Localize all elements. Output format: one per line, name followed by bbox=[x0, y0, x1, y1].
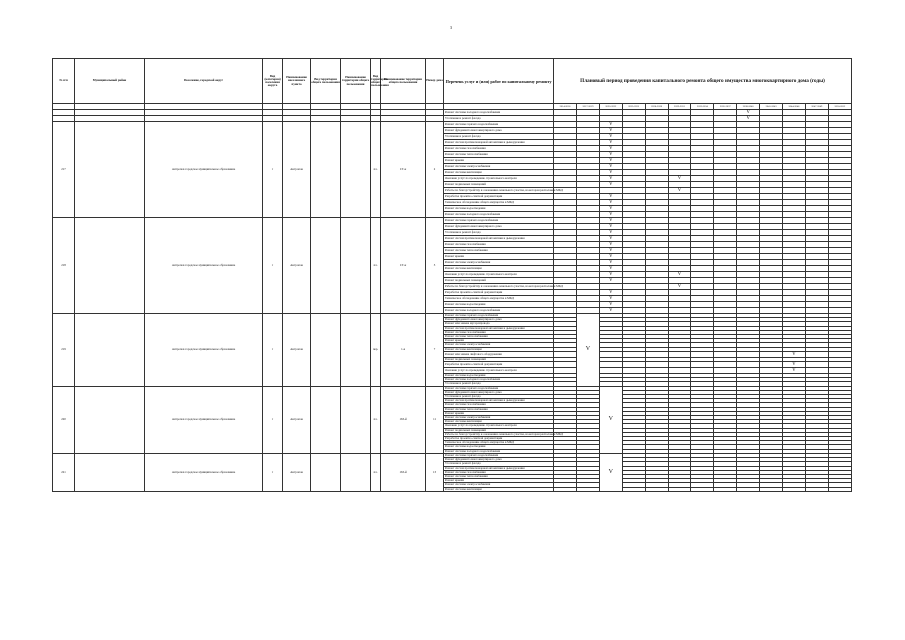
house-number-index: 220 bbox=[53, 386, 75, 453]
header-period: Плановый период проведения капитального ремонта общего имущества многоквартирного дома (годы) bbox=[554, 59, 852, 104]
work-item: Ремонт подвальных помещений bbox=[444, 357, 554, 361]
year-mark: V bbox=[599, 158, 622, 164]
year-mark: V bbox=[599, 296, 622, 302]
work-item: Ремонт системы вентиляции bbox=[444, 420, 554, 424]
work-item: Ремонт системы водоотведения bbox=[444, 445, 554, 449]
work-item: Утепление и ремонт фасада bbox=[444, 134, 554, 140]
work-item: Разработка проектно-сметной документации bbox=[444, 290, 554, 296]
work-item: Разработка проектно-сметной документации bbox=[444, 362, 554, 368]
year-cell bbox=[645, 487, 668, 491]
work-item: Утепление и ремонт фасада bbox=[444, 116, 554, 122]
settlement-type-cell: г bbox=[263, 314, 283, 387]
settlement-type-cell: г bbox=[263, 218, 283, 314]
territory-name-cell bbox=[341, 122, 371, 218]
year-mark-group: V bbox=[599, 453, 622, 491]
work-item: Ремонт системы теплоснабжения bbox=[444, 474, 554, 478]
year-header: 2050-2052 bbox=[828, 104, 851, 110]
year-header: 2014-2016 bbox=[554, 104, 577, 110]
year-header: 2041-2043 bbox=[760, 104, 783, 110]
year-cell bbox=[554, 487, 577, 491]
work-item: Ремонт системы горячего водоснабжения bbox=[444, 386, 554, 390]
year-mark: V bbox=[599, 260, 622, 266]
street-type-cell: пл. bbox=[371, 453, 381, 491]
settlement-type-cell: г bbox=[263, 386, 283, 453]
year-mark: V bbox=[599, 140, 622, 146]
header-territory-type-2: Вид территории общего пользования bbox=[371, 59, 381, 104]
work-item: Ремонт фундамента многоквартирного дома bbox=[444, 458, 554, 462]
work-item: Ремонт системы теплоснабжения bbox=[444, 407, 554, 411]
year-mark: V bbox=[668, 284, 691, 290]
territory-type-cell bbox=[311, 122, 341, 218]
work-item: Ремонт систем противопожарной автоматики и дымоудаления bbox=[444, 236, 554, 242]
street-type-cell: пл. bbox=[371, 122, 381, 218]
house-number-cell: 3 bbox=[426, 218, 444, 314]
work-item: Ремонт системы горячего водоснабжения bbox=[444, 218, 554, 224]
street-name-cell: 163-й bbox=[381, 453, 426, 491]
district-cell bbox=[75, 122, 145, 218]
work-item: Ремонт системы горячего водоснабжения bbox=[444, 314, 554, 318]
year-cell bbox=[668, 487, 691, 491]
work-item: Ремонт систем противопожарной автоматики и дымоудаления bbox=[444, 399, 554, 403]
year-mark: V bbox=[599, 128, 622, 134]
house-number-cell: 13 bbox=[426, 453, 444, 491]
work-item: Ремонт системы электроснабжения bbox=[444, 416, 554, 420]
year-cell bbox=[805, 487, 828, 491]
year-mark: V bbox=[599, 164, 622, 170]
year-header: 2038-2040 bbox=[737, 104, 760, 110]
work-item: Ремонт подвальных помещений bbox=[444, 182, 554, 188]
year-mark: V bbox=[668, 188, 691, 194]
work-item: Оказание услуг по проведению строительного контроля bbox=[444, 424, 554, 428]
year-header: 2023-2025 bbox=[622, 104, 645, 110]
header-territory-name-2: Наименование территории общего пользования bbox=[381, 59, 426, 104]
territory-type-cell bbox=[311, 218, 341, 314]
street-type-cell: пл. bbox=[371, 386, 381, 453]
year-mark: V bbox=[599, 242, 622, 248]
header-settlement-type: Вид (категория) поселения округа bbox=[263, 59, 283, 104]
year-mark: V bbox=[737, 116, 760, 122]
year-mark: V bbox=[599, 134, 622, 140]
settlement-type-cell: г bbox=[263, 453, 283, 491]
year-mark: V bbox=[737, 110, 760, 116]
work-item: Ремонт крыши bbox=[444, 158, 554, 164]
header-works: Перечень услуг и (или) работ по капитальному ремонту bbox=[444, 59, 554, 104]
work-item: Ремонт системы газоснабжения bbox=[444, 403, 554, 407]
work-item: Ремонт системы водоотведения bbox=[444, 206, 554, 212]
year-header: 2047-2049 bbox=[805, 104, 828, 110]
year-mark: V bbox=[599, 206, 622, 212]
year-mark: V bbox=[599, 194, 622, 200]
work-item: Техническое обследование общего имущества в МКД bbox=[444, 441, 554, 445]
settlement-cell: Антропов городское муниципальное образование bbox=[145, 122, 263, 218]
work-item: Ремонт системы теплоснабжения bbox=[444, 335, 554, 339]
work-item: Ремонт системы холодного водоснабжения bbox=[444, 378, 554, 382]
work-item: Ремонт или замена лифтового оборудования bbox=[444, 351, 554, 357]
header-num: № п/п bbox=[53, 59, 75, 104]
year-mark: V bbox=[782, 351, 805, 357]
work-item: Ремонт системы газоснабжения bbox=[444, 146, 554, 152]
district-cell bbox=[75, 453, 145, 491]
year-header: 2035-2037 bbox=[714, 104, 737, 110]
work-item: Ремонт системы холодного водоснабжения bbox=[444, 110, 554, 116]
header-locality: Наименование населенного пункта bbox=[283, 59, 311, 104]
district-cell bbox=[75, 314, 145, 387]
work-item: Утепление и ремонт фасада bbox=[444, 395, 554, 399]
year-header: 2029-2031 bbox=[668, 104, 691, 110]
work-item: Ремонт крыши bbox=[444, 479, 554, 483]
house-number-cell: 7 bbox=[426, 314, 444, 387]
work-item: Оказание услуг по проведению строительного контроля bbox=[444, 368, 554, 374]
work-item: Утепление и ремонт фасада bbox=[444, 462, 554, 466]
locality-cell: Антропов bbox=[283, 314, 311, 387]
year-mark: V bbox=[599, 224, 622, 230]
locality-cell: Антропов bbox=[283, 218, 311, 314]
settlement-cell: Антропов городское муниципальное образование bbox=[145, 314, 263, 387]
year-mark: V bbox=[599, 200, 622, 206]
year-mark: V bbox=[599, 218, 622, 224]
work-item: Ремонт системы газоснабжения bbox=[444, 470, 554, 474]
header-territory-type: Вид территории общего пользования bbox=[311, 59, 341, 104]
year-mark: V bbox=[782, 368, 805, 374]
year-cell bbox=[760, 487, 783, 491]
year-cell bbox=[782, 487, 805, 491]
work-item: Работы по благоустройству и озеленению земельного участка, на котором расположен МКД bbox=[445, 283, 563, 288]
work-item: Ремонт крыши bbox=[444, 411, 554, 415]
year-cell bbox=[576, 487, 599, 491]
year-header: 2026-2028 bbox=[645, 104, 668, 110]
locality-cell: Антропов bbox=[283, 453, 311, 491]
year-cell bbox=[691, 487, 714, 491]
year-cell bbox=[828, 487, 851, 491]
work-item: Ремонт системы горячего водоснабжения bbox=[444, 122, 554, 128]
work-item: Техническое обследование общего имущества в МКД bbox=[444, 296, 554, 302]
work-item: Ремонт или замена мусоропровода bbox=[444, 322, 554, 326]
year-mark: V bbox=[599, 278, 622, 284]
locality-cell: Антропов bbox=[283, 122, 311, 218]
page-number: 3 bbox=[450, 25, 452, 30]
work-item: Оказание услуг по проведению строительного контроля bbox=[444, 176, 554, 182]
work-item: Работы по благоустройству и озеленению земельного участка, на котором расположен МКД bbox=[445, 187, 563, 192]
territory-type-cell bbox=[311, 453, 341, 491]
year-mark: V bbox=[599, 182, 622, 188]
work-item: Ремонт системы теплоснабжения bbox=[444, 248, 554, 254]
territory-type-cell bbox=[311, 314, 341, 387]
year-header: 2044-2046 bbox=[782, 104, 805, 110]
work-item: Ремонт систем противопожарной автоматики и дымоудаления bbox=[444, 326, 554, 330]
year-cell bbox=[622, 487, 645, 491]
year-mark: V bbox=[599, 248, 622, 254]
year-mark-group: V bbox=[599, 386, 622, 453]
territory-name-cell bbox=[341, 453, 371, 491]
work-item: Ремонт подвальных помещений bbox=[444, 428, 554, 432]
street-name-cell: 163-й bbox=[381, 386, 426, 453]
year-cell bbox=[714, 487, 737, 491]
work-item: Утепление и ремонт фасада bbox=[444, 230, 554, 236]
year-mark: V bbox=[599, 290, 622, 296]
district-cell bbox=[75, 218, 145, 314]
year-mark: V bbox=[668, 176, 691, 182]
district-cell bbox=[75, 386, 145, 453]
locality-cell: Антропов bbox=[283, 386, 311, 453]
year-cell bbox=[737, 487, 760, 491]
work-item: Ремонт системы холодного водоснабжения bbox=[444, 308, 554, 314]
work-item: Ремонт фундамента многоквартирного дома bbox=[444, 224, 554, 230]
house-number-index: 219 bbox=[53, 314, 75, 387]
year-mark: V bbox=[668, 272, 691, 278]
year-header: 2017-2019 bbox=[576, 104, 599, 110]
work-item: Ремонт системы электроснабжения bbox=[444, 260, 554, 266]
work-item: Ремонт системы вентиляции bbox=[444, 170, 554, 176]
work-item: Ремонт системы вентиляции bbox=[444, 347, 554, 351]
year-mark: V bbox=[599, 266, 622, 272]
year-header: 2020-2022 bbox=[599, 104, 622, 110]
table-body bbox=[53, 110, 852, 492]
territory-name-cell bbox=[341, 218, 371, 314]
work-item: Ремонт системы водоотведения bbox=[444, 302, 554, 308]
settlement-cell: Антропов городское муниципальное образование bbox=[145, 453, 263, 491]
work-item: Ремонт систем противопожарной автоматики и дымоудаления bbox=[444, 140, 554, 146]
territory-type-cell bbox=[311, 386, 341, 453]
work-item: Ремонт системы горячего водоснабжения bbox=[444, 453, 554, 457]
work-item: Разработка проектно-сметной документации bbox=[444, 194, 554, 200]
work-item: Ремонт системы вентиляции bbox=[444, 487, 554, 491]
work-item: Ремонт систем противопожарной автоматики и дымоудаления bbox=[444, 466, 554, 470]
territory-name-cell bbox=[341, 386, 371, 453]
work-item: Ремонт системы газоснабжения bbox=[444, 242, 554, 248]
year-mark: V bbox=[599, 254, 622, 260]
year-mark: V bbox=[599, 272, 622, 278]
year-mark: V bbox=[599, 152, 622, 158]
year-mark: V bbox=[599, 212, 622, 218]
territory-name-cell bbox=[341, 314, 371, 387]
work-item: Ремонт системы электроснабжения bbox=[444, 343, 554, 347]
house-number-index: 221 bbox=[53, 453, 75, 491]
work-item: Работы по благоустройству и озеленению земельного участка, на котором расположен МКД bbox=[445, 431, 563, 436]
work-item: Ремонт системы водоотведения bbox=[444, 374, 554, 378]
year-mark: V bbox=[599, 302, 622, 308]
work-item: Разработка проектно-сметной документации bbox=[444, 437, 554, 441]
house-number-cell: 2 bbox=[426, 122, 444, 218]
year-mark: V bbox=[599, 308, 622, 314]
year-mark: V bbox=[599, 230, 622, 236]
header-house: Номер дома bbox=[426, 59, 444, 104]
work-item: Ремонт крыши bbox=[444, 254, 554, 260]
work-item: Ремонт фундамента многоквартирного дома bbox=[444, 390, 554, 394]
year-mark: V bbox=[599, 176, 622, 182]
work-item: Техническое обследование общего имущества в МКД bbox=[444, 200, 554, 206]
street-name-cell: 1-я bbox=[381, 314, 426, 387]
street-name-cell: СТ-н bbox=[381, 122, 426, 218]
year-mark: V bbox=[599, 170, 622, 176]
table-header-row bbox=[53, 59, 852, 104]
header-settlement: Поселение, городской округ bbox=[145, 59, 263, 104]
street-name-cell: СТ-н bbox=[381, 218, 426, 314]
street-type-cell: пер. bbox=[371, 314, 381, 387]
year-header: 2032-2034 bbox=[691, 104, 714, 110]
work-item: Ремонт крыши bbox=[444, 339, 554, 343]
year-mark: V bbox=[599, 236, 622, 242]
work-item: Утепление и ремонт фасада bbox=[444, 382, 554, 386]
work-item: Ремонт системы теплоснабжения bbox=[444, 152, 554, 158]
street-type-cell: пл. bbox=[371, 218, 381, 314]
house-number-index: 218 bbox=[53, 218, 75, 314]
work-item: Ремонт системы электроснабжения bbox=[444, 483, 554, 487]
header-territory-name: Наименование территории общего пользования bbox=[341, 59, 371, 104]
capital-repair-table bbox=[52, 58, 852, 492]
work-item: Ремонт системы электроснабжения bbox=[444, 164, 554, 170]
year-mark: V bbox=[599, 122, 622, 128]
year-mark: V bbox=[599, 146, 622, 152]
work-item: Ремонт системы холодного водоснабжения bbox=[444, 449, 554, 453]
work-item: Оказание услуг по проведению строительного контроля bbox=[444, 272, 554, 278]
year-mark: V bbox=[782, 362, 805, 368]
settlement-type-cell: г bbox=[263, 122, 283, 218]
year-mark-group: V bbox=[576, 314, 599, 387]
work-item: Ремонт фундамента многоквартирного дома bbox=[444, 318, 554, 322]
work-item: Ремонт фундамента многоквартирного дома bbox=[444, 128, 554, 134]
settlement-cell: Антропов городское муниципальное образование bbox=[145, 386, 263, 453]
house-number-index: 217 bbox=[53, 122, 75, 218]
work-item: Ремонт системы вентиляции bbox=[444, 266, 554, 272]
work-item: Ремонт подвальных помещений bbox=[444, 278, 554, 284]
header-district: Муниципальный район bbox=[75, 59, 145, 104]
settlement-cell: Антропов городское муниципальное образование bbox=[145, 218, 263, 314]
work-item: Ремонт системы газоснабжения bbox=[444, 330, 554, 334]
house-number-cell: 11 bbox=[426, 386, 444, 453]
work-item: Ремонт системы холодного водоснабжения bbox=[444, 212, 554, 218]
